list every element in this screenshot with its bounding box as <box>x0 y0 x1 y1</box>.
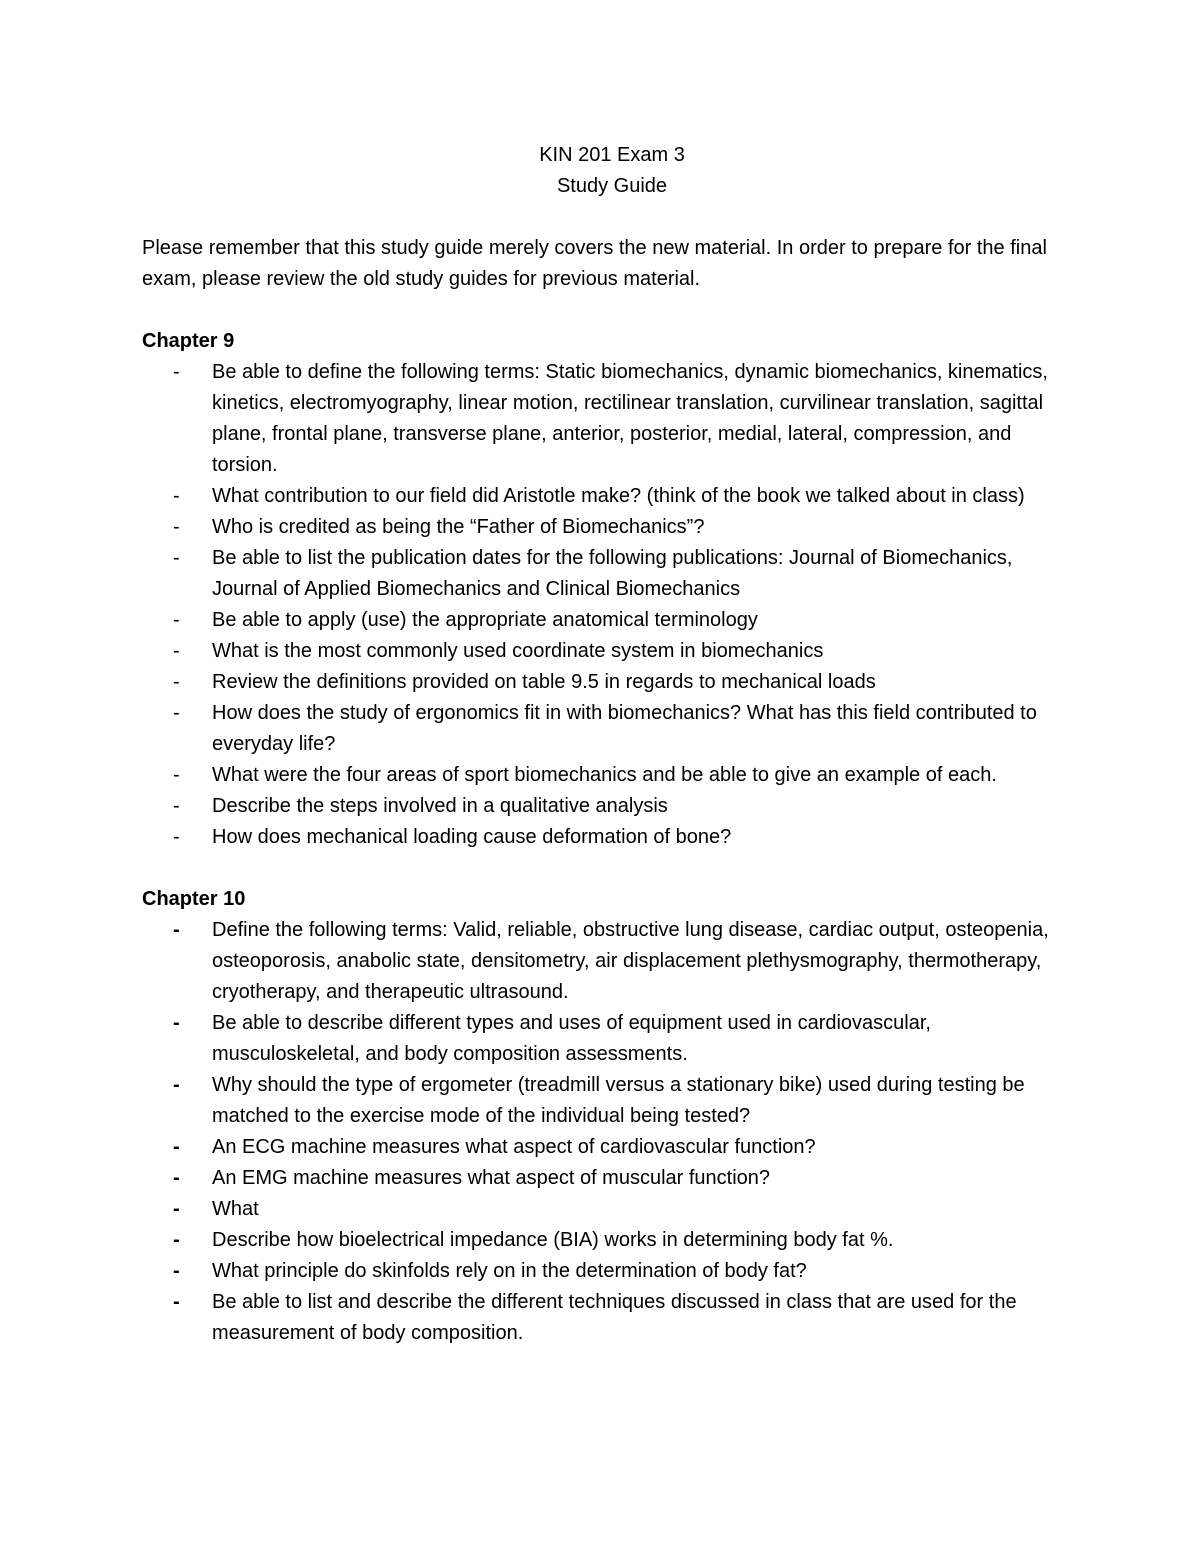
bullet-dash: - <box>173 764 180 786</box>
list-item <box>142 1163 1072 1194</box>
bullet-dash: - <box>173 795 180 817</box>
list-item <box>142 636 1072 667</box>
chapter-10-list <box>142 915 1072 1349</box>
list-item-text: What <box>212 1198 259 1220</box>
chapter-10-section <box>142 884 1072 1349</box>
list-item <box>142 1256 1072 1287</box>
list-item-text: Be able to define the following terms: Static biomechanics, dynamic biomechanics, kinematics, kinetics, electromyography, linear motion, rectilinear translation, curvilinear translation, sagittal plane, frontal plane, transverse plane, anterior, posterior, medial, lateral, compression, and torsion. <box>212 361 1048 476</box>
list-item <box>142 1194 1072 1225</box>
list-item <box>142 667 1072 698</box>
list-item-text: Describe how bioelectrical impedance (BIA) works in determining body fat %. <box>212 1229 894 1251</box>
bullet-dash: - <box>173 919 180 941</box>
chapter-heading: Chapter 9 <box>142 330 235 352</box>
bullet-dash: - <box>173 1136 180 1158</box>
list-item-text: What principle do skinfolds rely on in the determination of body fat? <box>212 1260 807 1282</box>
chapter-heading: Chapter 10 <box>142 888 246 910</box>
chapter-9-list <box>142 357 1072 853</box>
list-item <box>142 1225 1072 1256</box>
list-item-text: Why should the type of ergometer (treadmill versus a stationary bike) used during testing be matched to the exercise mode of the individual being tested? <box>212 1074 1025 1127</box>
list-item <box>142 915 1072 1008</box>
bullet-dash: - <box>173 1012 180 1034</box>
list-item-text: Be able to describe different types and uses of equipment used in cardiovascular, musculoskeletal, and body composition assessments. <box>212 1012 931 1065</box>
list-item <box>142 698 1072 760</box>
bullet-dash: - <box>173 547 180 569</box>
list-item-text: What is the most commonly used coordinate system in biomechanics <box>212 640 824 662</box>
list-item-text: What were the four areas of sport biomechanics and be able to give an example of each. <box>212 764 997 786</box>
list-item <box>142 1132 1072 1163</box>
list-item-text: How does the study of ergonomics fit in with biomechanics? What has this field contributed to everyday life? <box>212 702 1037 755</box>
list-item-text: Who is credited as being the “Father of Biomechanics”? <box>212 516 705 538</box>
chapter-9-section <box>142 326 1072 853</box>
bullet-dash: - <box>173 671 180 693</box>
bullet-dash: - <box>173 609 180 631</box>
bullet-dash: - <box>173 702 180 724</box>
list-item-text: Be able to list and describe the different techniques discussed in class that are used for the measurement of body composition. <box>212 1291 1017 1344</box>
document-title: KIN 201 Exam 3 <box>539 144 685 166</box>
document-page <box>142 140 1072 1349</box>
list-item-text: An EMG machine measures what aspect of muscular function? <box>212 1167 771 1189</box>
list-item <box>142 822 1072 853</box>
document-subtitle: Study Guide <box>556 175 668 197</box>
bullet-dash: - <box>173 640 180 662</box>
list-item <box>142 1008 1072 1070</box>
list-item <box>142 760 1072 791</box>
bullet-dash: - <box>173 516 180 538</box>
list-item <box>142 512 1072 543</box>
list-item <box>142 1287 1072 1349</box>
bullet-dash: - <box>173 1229 180 1251</box>
bullet-dash: - <box>173 361 180 383</box>
list-item-text: Review the definitions provided on table 9.5 in regards to mechanical loads <box>212 671 876 693</box>
bullet-dash: - <box>173 1260 180 1282</box>
list-item <box>142 791 1072 822</box>
intro-paragraph: Please remember that this study guide merely covers the new material. In order to prepare for the final exam, please review the old study guides for previous material. <box>142 237 1047 290</box>
list-item-text: Describe the steps involved in a qualitative analysis <box>212 795 668 817</box>
list-item-text: Define the following terms: Valid, reliable, obstructive lung disease, cardiac output, osteopenia, osteoporosis, anabolic state, densitometry, air displacement plethysmography, thermotherapy, cryotherapy, and therapeutic ultrasound. <box>212 919 1049 1003</box>
bullet-dash: - <box>173 1291 180 1313</box>
bullet-dash: - <box>173 1198 180 1220</box>
list-item-text: Be able to list the publication dates for the following publications: Journal of Biomechanics, Journal of Applied Biomechanics and Clinical Biomechanics <box>212 547 1013 600</box>
list-item <box>142 481 1072 512</box>
bullet-dash: - <box>173 1167 180 1189</box>
list-item <box>142 357 1072 481</box>
bullet-dash: - <box>173 826 180 848</box>
list-item <box>142 605 1072 636</box>
list-item-text: How does mechanical loading cause deformation of bone? <box>212 826 732 848</box>
bullet-dash: - <box>173 485 180 507</box>
list-item-text: Be able to apply (use) the appropriate anatomical terminology <box>212 609 758 631</box>
list-item <box>142 543 1072 605</box>
list-item <box>142 1070 1072 1132</box>
list-item-text: What contribution to our field did Aristotle make? (think of the book we talked about in class) <box>212 485 1025 507</box>
list-item-text: An ECG machine measures what aspect of cardiovascular function? <box>212 1136 816 1158</box>
bullet-dash: - <box>173 1074 180 1096</box>
